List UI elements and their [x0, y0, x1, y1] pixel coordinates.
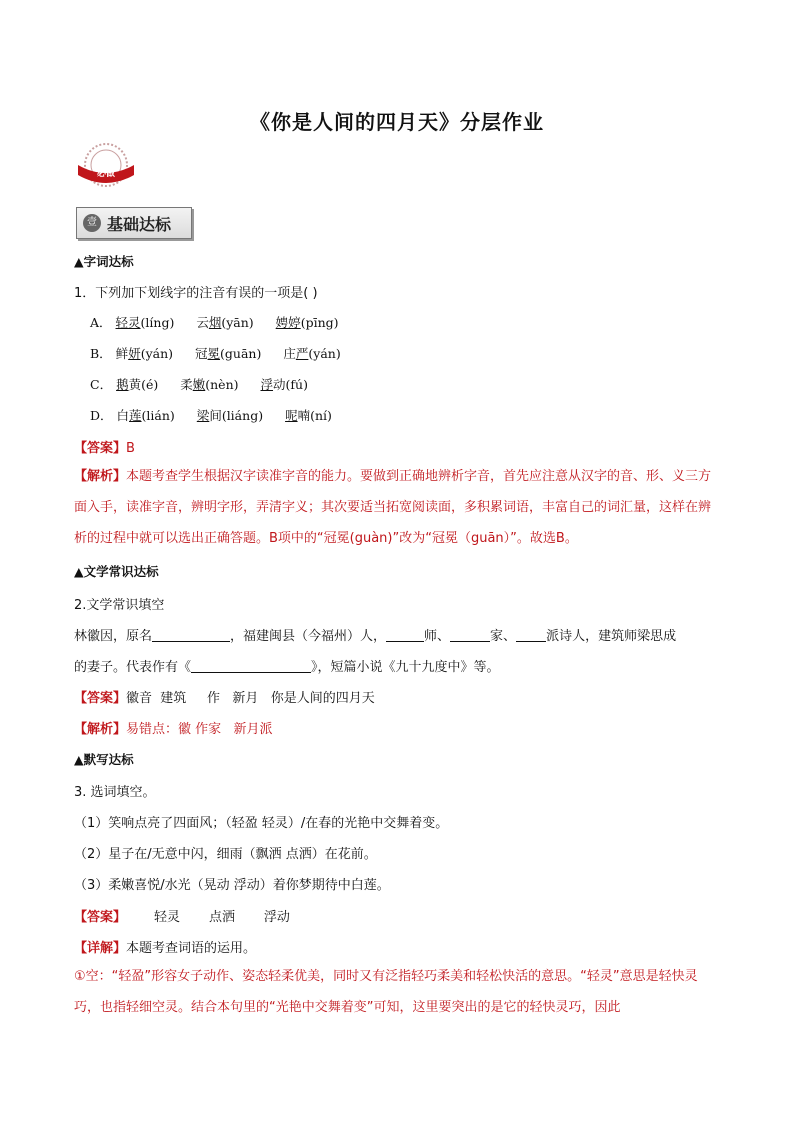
answer-3: 【答案】 轻灵 点洒 浮动 [74, 910, 290, 925]
detail-3: 【详解】本题考查词语的运用。 [74, 941, 257, 956]
fill-line-1: 林徽因，原名 ，福建闽县（今福州）人， 师、 家、 派诗人，建筑师梁思成 [74, 629, 677, 644]
question-2: 2.文学常识填空 [74, 598, 165, 613]
section-label: 基础达标 [107, 214, 172, 234]
answer-2: 【答案】徽音 建筑 作 新月 你是人间的四月天 [74, 691, 375, 706]
explanation-3: ①空：“轻盈”形容女子动作、姿态轻柔优美，同时又有泛指轻巧柔美和轻松快活的意思。“轻灵”意思是轻快灵巧，也指轻细空灵。结合本句里的“光艳中交舞着变”可知，这里要突出的是它的轻快灵巧，因此 [74, 969, 698, 1015]
question-3-item-3: （3）柔嫩喜悦/水光（晃动 浮动）着你梦期待中白莲。 [74, 878, 390, 893]
fill-line-2: 的妻子。代表作有《 》，短篇小说《九十九度中》等。 [74, 660, 500, 675]
question-1: 1．下列加下划线字的注音有误的一项是( ) [74, 286, 318, 301]
analysis-1: 【解析】本题考查学生根据汉字读准字音的能力。要做到正确地辨析字音，首先应注意从汉字的音、形、义三方面入手，读准字音，辨明字形，弄清字义；其次要适当拓宽阅读面，多积累词语，丰富自己的词汇量，这样在辨析的过程中就可以选出正确答题。B项中的“冠冕(guàn)”改为“冠冕（guān）”。故选B。 [74, 469, 712, 546]
analysis-2: 【解析】易错点：徽 作家 新月派 [74, 722, 273, 737]
option-d: D． 白莲(lián) 梁间(liáng) 呢喃(ní) [90, 408, 332, 423]
section-number-badge: 壹 [83, 214, 101, 232]
option-c: C． 鹅黄(é) 柔嫩(nèn) 浮动(fú) [90, 377, 308, 392]
part2-heading: ▲文学常识达标 [74, 564, 159, 579]
option-b: B． 鲜妍(yán) 冠冕(guān) 庄严(yán) [90, 346, 341, 361]
section-banner [76, 207, 192, 239]
answer-1: 【答案】B [74, 441, 135, 456]
part3-heading: ▲默写达标 [74, 752, 134, 767]
part1-heading: ▲字词达标 [74, 254, 134, 269]
question-3-item-2: （2）星子在/无意中闪，细雨（飘洒 点洒）在花前。 [74, 847, 377, 862]
question-3: 3. 选词填空。 [74, 785, 156, 800]
option-a: A． 轻灵(líng) 云烟(yān) 娉婷(pīng) [90, 315, 339, 330]
seal-text: 必做 [96, 169, 116, 179]
page-title: 《你是人间的四月天》分层作业 [250, 110, 544, 134]
bizuo-seal-icon [74, 141, 138, 195]
question-3-item-1: （1）笑响点亮了四面风；（轻盈 轻灵）/在春的光艳中交舞着变。 [74, 816, 449, 831]
